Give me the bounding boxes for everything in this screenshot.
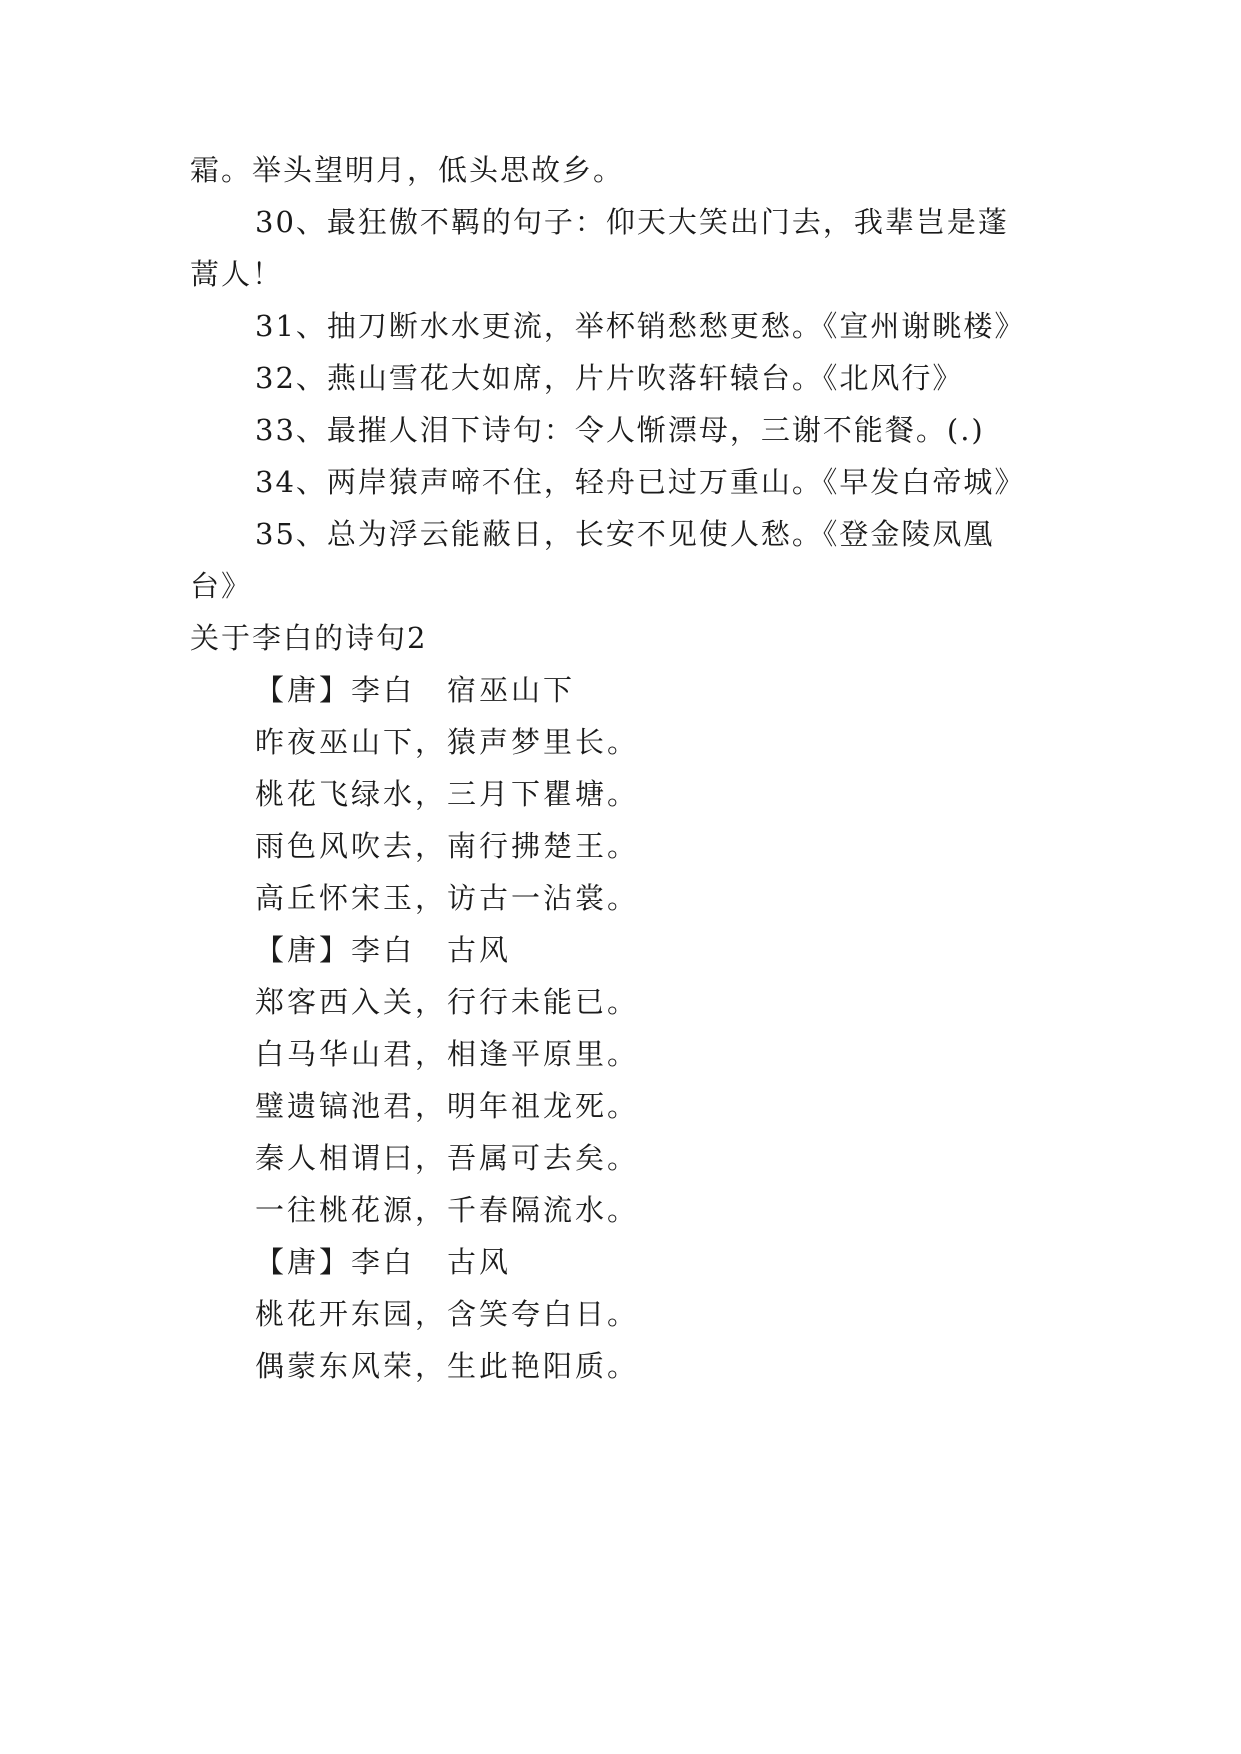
list-item-32: 32、燕山雪花大如席，片片吹落轩辕台。《北风行》 <box>255 361 964 395</box>
poem-line: 璧遗镐池君，明年祖龙死。 <box>255 1089 640 1123</box>
text-line: 霜。举头望明月，低头思故乡。 <box>190 153 625 187</box>
poem-line: 桃花开东园，含笑夸白日。 <box>255 1297 640 1331</box>
poem-line: 高丘怀宋玉，访古一沾裳。 <box>255 881 640 915</box>
text-line: 台》 <box>190 569 253 603</box>
section-heading: 关于李白的诗句2 <box>190 621 428 655</box>
poem-line: 雨色风吹去，南行拂楚王。 <box>255 829 640 863</box>
poem-line: 偶蒙东风荣，生此艳阳质。 <box>255 1349 640 1383</box>
list-item-35: 35、总为浮云能蔽日，长安不见使人愁。《登金陵凤凰 <box>255 517 995 551</box>
poem-line: 桃花飞绿水，三月下瞿塘。 <box>255 777 640 811</box>
list-item-30: 30、最狂傲不羁的句子：仰天大笑出门去，我辈岂是蓬 <box>255 205 1009 239</box>
poem-line: 一往桃花源，千春隔流水。 <box>255 1193 640 1227</box>
text-line: 蒿人！ <box>190 257 284 291</box>
poem-title: 【唐】李白 古风 <box>255 1245 512 1279</box>
poem-line: 郑客西入关，行行未能已。 <box>255 985 640 1019</box>
poem-title: 【唐】李白 古风 <box>255 933 512 967</box>
list-item-34: 34、两岸猿声啼不住，轻舟已过万重山。《早发白帝城》 <box>255 465 1026 499</box>
poem-line: 昨夜巫山下，猿声梦里长。 <box>255 725 640 759</box>
poem-line: 秦人相谓曰，吾属可去矣。 <box>255 1141 640 1175</box>
list-item-33: 33、最摧人泪下诗句：令人惭漂母，三谢不能餐。(.) <box>255 413 985 447</box>
list-item-31: 31、抽刀断水水更流，举杯销愁愁更愁。《宣州谢眺楼》 <box>255 309 1026 343</box>
poem-line: 白马华山君，相逢平原里。 <box>255 1037 640 1071</box>
poem-title: 【唐】李白 宿巫山下 <box>255 673 576 707</box>
